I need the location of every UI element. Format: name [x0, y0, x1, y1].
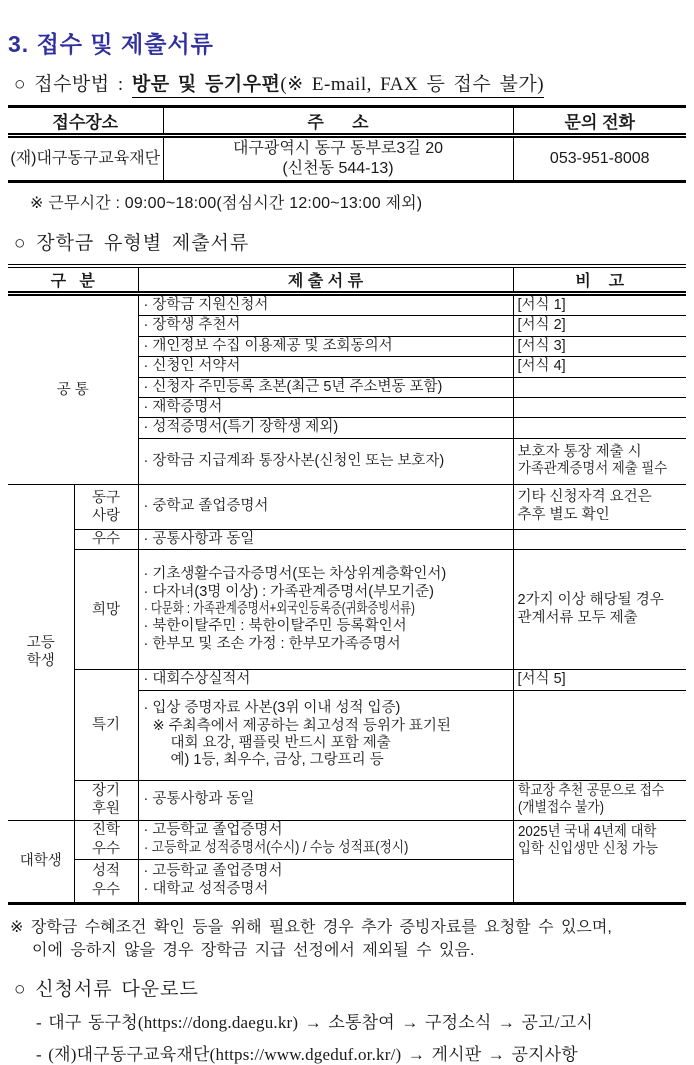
subgroup-janggi-huwon — [74, 780, 138, 820]
note-cell — [513, 550, 686, 670]
reception-table-header-row — [8, 107, 686, 136]
doc-cell — [138, 550, 513, 670]
reception-address-line2: (신천동 544-13) — [282, 160, 394, 177]
table-row — [8, 820, 686, 859]
subgroup-label-line: 진학 — [91, 822, 120, 839]
doc-line: · 고등학교 졸업증명서 — [143, 863, 283, 880]
working-hours-note: ※ 근무시간 : 09:00~18:00(점심시간 12:00~13:00 제외) — [30, 195, 423, 212]
note-cell: [서식 5] — [513, 670, 686, 690]
header-required-docs: 제 출 서 류 — [138, 266, 513, 294]
reception-method-note: (※ E-mail, FAX 등 접수 불가) — [280, 74, 545, 95]
doc-line: · 입상 증명자료 사본(3위 이내 성적 입증) — [143, 700, 401, 717]
note-line: 가족관계증명서 제출 필수 — [517, 461, 667, 478]
subgroup-seongjeok-usu — [74, 859, 138, 903]
doc-cell: · 개인정보 수집 이용제공 및 조회동의서 — [138, 336, 513, 356]
doc-cell: · 장학금 지원신청서 — [138, 294, 513, 316]
note-line: 관계서류 모두 제출 — [517, 609, 638, 626]
doc-line: ※ 주최측에서 제공하는 최고성적 등위가 표기된 — [152, 717, 451, 734]
note-line: 2025년 국내 4년제 대학 — [517, 823, 656, 840]
doc-line: · 고등학교 졸업증명서 — [143, 822, 283, 839]
note-cell: [서식 4] — [513, 357, 686, 377]
note-line-2: 이에 응하지 않을 경우 장학금 지급 선정에서 제외될 수 있음. — [32, 941, 475, 959]
note-cell: [서식 3] — [513, 336, 686, 356]
doc-cell: · 신청인 서약서 — [138, 357, 513, 377]
subgroup-donggu-sarang — [74, 484, 138, 529]
table-row — [8, 529, 686, 549]
note-line: 입학 신입생만 신청 가능 — [517, 840, 658, 857]
subgroup-label-line: 후원 — [91, 801, 120, 818]
subgroup-label-line: 우수 — [91, 881, 120, 898]
doc-cell: · 재학증명서 — [138, 397, 513, 417]
doc-cell: · 장학생 추천서 — [138, 316, 513, 336]
note-cell — [513, 397, 686, 417]
reception-method-line — [14, 69, 686, 96]
submission-docs-table — [8, 264, 686, 905]
group-common: 공 통 — [8, 294, 138, 485]
subgroup-label-line: 사랑 — [91, 507, 120, 524]
additional-docs-note — [10, 916, 686, 962]
header-address: 주 소 — [163, 107, 513, 136]
doc-line: 대회 요강, 팸플릿 반드시 포함 제출 — [170, 735, 391, 752]
doc-line: · 고등학교 성적증명서(수시) / 수능 성적표(정시) — [143, 839, 408, 856]
doc-cell: · 신청자 주민등록 초본(최근 5년 주소변동 포함) — [138, 377, 513, 397]
table-row — [8, 484, 686, 529]
doc-line: 예) 1등, 최우수, 금상, 그랑프리 등 — [170, 752, 384, 769]
table-row — [8, 550, 686, 670]
header-reception-place: 접수장소 — [8, 107, 163, 136]
page-title: 3. 접수 및 제출서류 — [8, 31, 214, 57]
doc-line: · 한부모 및 조손 가정 : 한부모가족증명서 — [143, 635, 401, 652]
reception-method-value: 방문 및 등기우편 — [131, 74, 281, 95]
doc-cell: · 중학교 졸업증명서 — [138, 484, 513, 529]
subgroup-usu: 우수 — [74, 529, 138, 549]
doc-line: · 기초생활수급자증명서(또는 차상위계층확인서) — [143, 566, 447, 583]
table-row — [8, 780, 686, 820]
doc-cell: · 대회수상실적서 — [138, 670, 513, 690]
note-cell — [513, 484, 686, 529]
subgroup-huimang: 희망 — [74, 550, 138, 670]
note-cell — [513, 438, 686, 484]
note-cell — [513, 820, 686, 903]
doc-line: · 대학교 성적증명서 — [143, 880, 269, 897]
doc-cell — [138, 820, 513, 859]
header-remarks: 비 고 — [513, 266, 686, 294]
doc-cell: · 장학금 지급계좌 통장사본(신청인 또는 보호자) — [138, 438, 513, 484]
subgroup-label-line: 성적 — [91, 863, 120, 880]
note-cell: [서식 2] — [513, 316, 686, 336]
reception-address-line1: 대구광역시 동구 동부로3길 20 — [232, 140, 444, 157]
subgroup-label-line: 동구 — [91, 489, 120, 506]
reception-method-label: ○ 접수방법 : — [14, 74, 132, 95]
note-cell: [서식 1] — [513, 294, 686, 316]
group-highschool — [8, 484, 74, 820]
doc-cell: · 공통사항과 동일 — [138, 780, 513, 820]
doc-cell: · 공통사항과 동일 — [138, 529, 513, 549]
table-row — [8, 670, 686, 690]
note-line: 2가지 이상 해당될 경우 — [517, 592, 664, 609]
docs-section-heading: ○ 장학금 유형별 제출서류 — [14, 233, 250, 254]
reception-phone: 053-951-8008 — [513, 136, 686, 182]
download-link-donggu: - 대구 동구청(https://dong.daegu.kr) → 소통참여 → 구정소식 → 공고/고시 — [36, 1012, 593, 1032]
note-cell — [513, 529, 686, 549]
table-row — [8, 294, 686, 316]
note-cell — [513, 418, 686, 438]
group-label-line: 고등 — [26, 635, 55, 651]
note-line: 추후 별도 확인 — [517, 506, 610, 523]
note-line: 기타 신청자격 요건은 — [517, 489, 652, 506]
doc-cell: · 성적증명서(특기 장학생 제외) — [138, 418, 513, 438]
subgroup-label-line: 우수 — [91, 840, 120, 857]
reception-address — [163, 136, 513, 182]
note-line: 학교장 추천 공문으로 접수 — [517, 782, 664, 799]
doc-line: · 다자녀(3명 이상) : 가족관계증명서(부모기준) — [143, 583, 434, 600]
doc-line: · 북한이탈주민 : 북한이탈주민 등록확인서 — [143, 618, 407, 635]
doc-cell — [138, 690, 513, 780]
note-line: (개별접수 불가) — [517, 800, 604, 817]
header-phone: 문의 전화 — [513, 107, 686, 136]
note-cell — [513, 690, 686, 780]
note-cell — [513, 780, 686, 820]
group-label-line: 학생 — [26, 653, 55, 670]
note-cell — [513, 377, 686, 397]
note-line: 보호자 통장 제출 시 — [517, 443, 642, 460]
download-link-foundation: - (재)대구동구교육재단(https://www.dgeduf.or.kr/) → 게시판 → 공지사항 — [36, 1044, 578, 1064]
doc-line: · 다문화 : 가족관계증명서+외국인등록증(귀화증빙서류) — [143, 600, 415, 617]
subgroup-label-line: 장기 — [91, 782, 120, 799]
docs-table-header-row — [8, 266, 686, 294]
reception-place: (재)대구동구교육재단 — [8, 136, 163, 182]
header-category: 구 분 — [8, 266, 138, 294]
subgroup-teukgi: 특기 — [74, 670, 138, 780]
reception-table-row — [8, 136, 686, 182]
download-section-heading: ○ 신청서류 다운로드 — [14, 978, 199, 1000]
subgroup-jinhak-usu — [74, 820, 138, 859]
doc-cell — [138, 859, 513, 903]
note-line-1: ※ 장학금 수혜조건 확인 등을 위해 필요한 경우 추가 증빙자료를 요청할 수 있으며, — [10, 918, 612, 936]
group-university: 대학생 — [8, 820, 74, 903]
reception-table — [8, 105, 686, 183]
